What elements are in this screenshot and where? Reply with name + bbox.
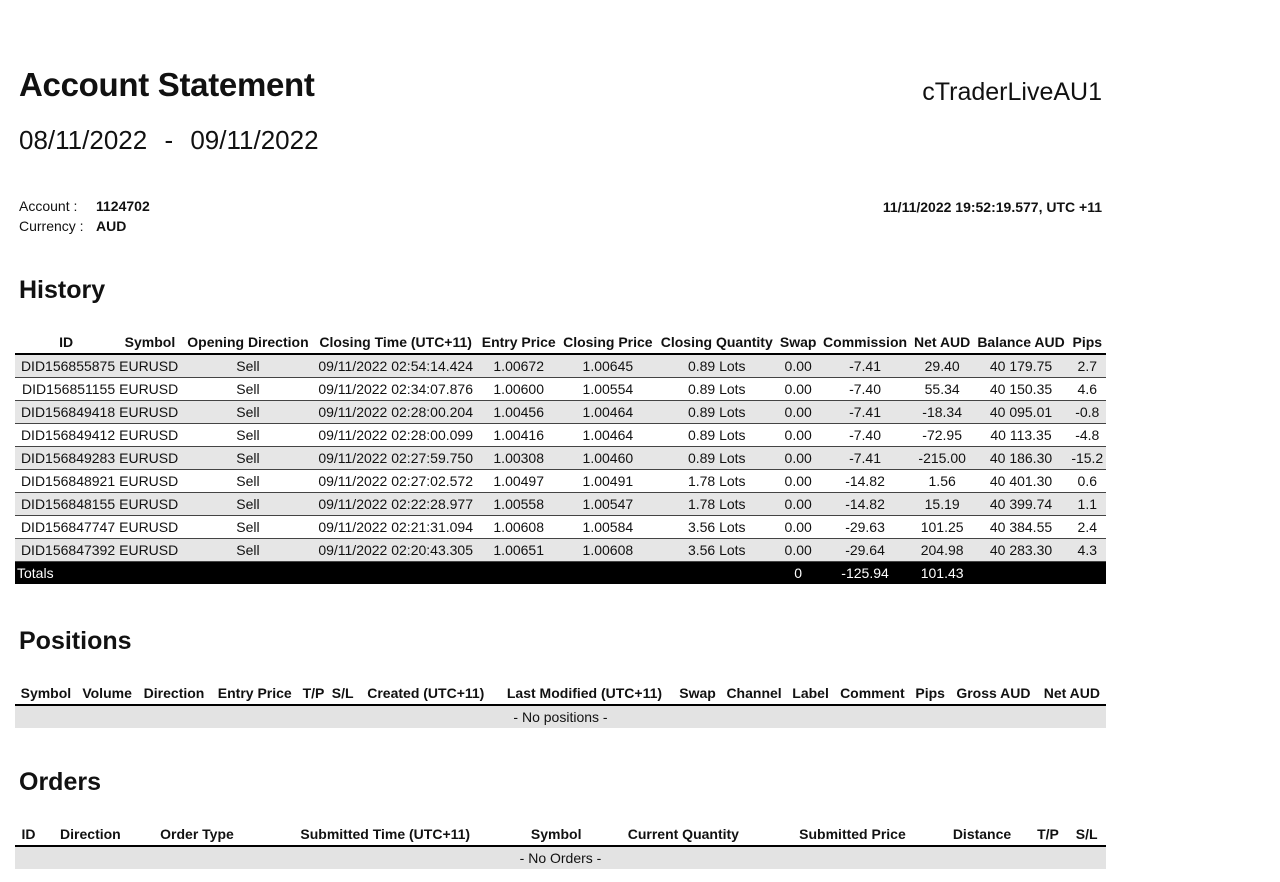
cell-closing-time-utc-11: 09/11/2022 02:34:07.876 <box>313 378 478 401</box>
cell-closing-quantity: 0.89 Lots <box>656 354 777 378</box>
totals-blank-cell <box>117 562 183 585</box>
cell-opening-direction: Sell <box>183 539 313 562</box>
cell-swap: 0.00 <box>777 493 819 516</box>
table-row <box>15 378 1106 401</box>
table-row <box>15 516 1106 539</box>
date-range <box>19 125 319 156</box>
positions-empty-row <box>15 705 1106 728</box>
orders-table <box>15 823 1106 869</box>
cell-pips: 0.6 <box>1069 470 1106 493</box>
cell-symbol: EURUSD <box>117 447 183 470</box>
history-col-id: ID <box>15 331 117 354</box>
history-col-pips: Pips <box>1069 331 1106 354</box>
account-value: 1124702 <box>96 198 150 214</box>
positions-col-label: Label <box>788 682 834 705</box>
history-col-closing-price: Closing Price <box>559 331 656 354</box>
generated-timestamp: 11/11/2022 19:52:19.577, UTC +11 <box>882 199 1102 215</box>
cell-net-aud: 55.34 <box>911 378 974 401</box>
cell-opening-direction: Sell <box>183 493 313 516</box>
cell-pips: -15.2 <box>1069 447 1106 470</box>
cell-closing-quantity: 3.56 Lots <box>656 516 777 539</box>
cell-closing-time-utc-11: 09/11/2022 02:27:02.572 <box>313 470 478 493</box>
totals-blank-cell <box>313 562 478 585</box>
cell-closing-quantity: 3.56 Lots <box>656 539 777 562</box>
positions-col-symbol: Symbol <box>15 682 77 705</box>
positions-col-pips: Pips <box>911 682 949 705</box>
positions-col-volume: Volume <box>77 682 138 705</box>
positions-col-direction: Direction <box>137 682 210 705</box>
cell-net-aud: 1.56 <box>911 470 974 493</box>
cell-closing-price: 1.00464 <box>559 401 656 424</box>
cell-swap: 0.00 <box>777 378 819 401</box>
cell-commission: -7.41 <box>819 447 911 470</box>
cell-balance-aud: 40 283.30 <box>973 539 1068 562</box>
cell-id: DID156848921 <box>15 470 117 493</box>
history-body <box>15 354 1106 584</box>
history-col-closing-time-utc-11: Closing Time (UTC+11) <box>313 331 478 354</box>
cell-id: DID156849412 <box>15 424 117 447</box>
orders-col-s-l: S/L <box>1067 823 1106 846</box>
totals-blank-cell <box>656 562 777 585</box>
cell-balance-aud: 40 150.35 <box>973 378 1068 401</box>
cell-entry-price: 1.00608 <box>478 516 559 539</box>
cell-balance-aud: 40 401.30 <box>973 470 1068 493</box>
positions-col-t-p: T/P <box>299 682 328 705</box>
cell-pips: 4.3 <box>1069 539 1106 562</box>
cell-entry-price: 1.00672 <box>478 354 559 378</box>
cell-commission: -14.82 <box>819 493 911 516</box>
cell-closing-quantity: 1.78 Lots <box>656 470 777 493</box>
cell-closing-quantity: 0.89 Lots <box>656 447 777 470</box>
cell-closing-price: 1.00491 <box>559 470 656 493</box>
account-label: Account : <box>19 198 78 214</box>
table-row <box>15 493 1106 516</box>
cell-symbol: EURUSD <box>117 539 183 562</box>
currency-label: Currency : <box>19 218 84 234</box>
totals-swap: 0 <box>777 562 819 585</box>
positions-col-net-aud: Net AUD <box>1038 682 1106 705</box>
cell-closing-price: 1.00547 <box>559 493 656 516</box>
cell-net-aud: -72.95 <box>911 424 974 447</box>
cell-closing-time-utc-11: 09/11/2022 02:54:14.424 <box>313 354 478 378</box>
cell-opening-direction: Sell <box>183 447 313 470</box>
positions-empty-message: - No positions - <box>15 705 1106 728</box>
cell-entry-price: 1.00456 <box>478 401 559 424</box>
orders-col-current-quantity: Current Quantity <box>597 823 770 846</box>
cell-entry-price: 1.00497 <box>478 470 559 493</box>
totals-label: Totals <box>15 562 117 585</box>
cell-symbol: EURUSD <box>117 470 183 493</box>
cell-symbol: EURUSD <box>117 516 183 539</box>
cell-closing-time-utc-11: 09/11/2022 02:28:00.204 <box>313 401 478 424</box>
cell-entry-price: 1.00416 <box>478 424 559 447</box>
history-table <box>15 331 1106 584</box>
cell-swap: 0.00 <box>777 354 819 378</box>
orders-heading: Orders <box>19 768 101 796</box>
cell-balance-aud: 40 095.01 <box>973 401 1068 424</box>
positions-col-swap: Swap <box>675 682 721 705</box>
positions-col-created-utc-11: Created (UTC+11) <box>357 682 494 705</box>
positions-col-channel: Channel <box>721 682 788 705</box>
totals-blank-cell <box>559 562 656 585</box>
totals-net: 101.43 <box>911 562 974 585</box>
history-heading: History <box>19 276 106 304</box>
cell-closing-quantity: 0.89 Lots <box>656 378 777 401</box>
cell-opening-direction: Sell <box>183 378 313 401</box>
history-col-opening-direction: Opening Direction <box>183 331 313 354</box>
totals-row <box>15 562 1106 585</box>
cell-net-aud: 101.25 <box>911 516 974 539</box>
orders-col-order-type: Order Type <box>139 823 255 846</box>
cell-pips: 4.6 <box>1069 378 1106 401</box>
orders-col-submitted-time-utc-11: Submitted Time (UTC+11) <box>255 823 515 846</box>
cell-id: DID156847747 <box>15 516 117 539</box>
cell-opening-direction: Sell <box>183 424 313 447</box>
cell-commission: -29.64 <box>819 539 911 562</box>
cell-id: DID156847392 <box>15 539 117 562</box>
cell-balance-aud: 40 384.55 <box>973 516 1068 539</box>
orders-col-symbol: Symbol <box>515 823 597 846</box>
table-row <box>15 447 1106 470</box>
cell-id: DID156849418 <box>15 401 117 424</box>
cell-entry-price: 1.00651 <box>478 539 559 562</box>
positions-col-s-l: S/L <box>328 682 357 705</box>
cell-closing-price: 1.00645 <box>559 354 656 378</box>
history-col-balance-aud: Balance AUD <box>973 331 1068 354</box>
cell-pips: 1.1 <box>1069 493 1106 516</box>
orders-col-id: ID <box>15 823 42 846</box>
positions-col-last-modified-utc-11: Last Modified (UTC+11) <box>494 682 674 705</box>
date-from: 08/11/2022 <box>19 125 148 155</box>
cell-entry-price: 1.00308 <box>478 447 559 470</box>
cell-closing-price: 1.00554 <box>559 378 656 401</box>
cell-closing-quantity: 0.89 Lots <box>656 401 777 424</box>
cell-opening-direction: Sell <box>183 401 313 424</box>
history-col-closing-quantity: Closing Quantity <box>656 331 777 354</box>
cell-closing-time-utc-11: 09/11/2022 02:28:00.099 <box>313 424 478 447</box>
account-row <box>19 198 150 214</box>
cell-symbol: EURUSD <box>117 401 183 424</box>
cell-symbol: EURUSD <box>117 424 183 447</box>
cell-swap: 0.00 <box>777 516 819 539</box>
cell-closing-price: 1.00584 <box>559 516 656 539</box>
history-col-entry-price: Entry Price <box>478 331 559 354</box>
cell-balance-aud: 40 179.75 <box>973 354 1068 378</box>
cell-swap: 0.00 <box>777 470 819 493</box>
cell-symbol: EURUSD <box>117 493 183 516</box>
cell-closing-time-utc-11: 09/11/2022 02:20:43.305 <box>313 539 478 562</box>
totals-blank-cell <box>1069 562 1106 585</box>
date-separator: - <box>164 125 174 155</box>
orders-col-direction: Direction <box>42 823 139 846</box>
page-title: Account Statement <box>19 66 315 103</box>
cell-closing-time-utc-11: 09/11/2022 02:22:28.977 <box>313 493 478 516</box>
cell-net-aud: 15.19 <box>911 493 974 516</box>
cell-pips: -0.8 <box>1069 401 1106 424</box>
positions-col-gross-aud: Gross AUD <box>949 682 1038 705</box>
orders-empty-message: - No Orders - <box>15 846 1106 869</box>
history-col-swap: Swap <box>777 331 819 354</box>
cell-commission: -7.41 <box>819 354 911 378</box>
cell-pips: 2.4 <box>1069 516 1106 539</box>
table-row <box>15 539 1106 562</box>
cell-balance-aud: 40 186.30 <box>973 447 1068 470</box>
totals-blank-cell <box>973 562 1068 585</box>
cell-id: DID156855875 <box>15 354 117 378</box>
history-header-row <box>15 331 1106 354</box>
table-row <box>15 354 1106 378</box>
cell-closing-price: 1.00460 <box>559 447 656 470</box>
date-to: 09/11/2022 <box>190 125 319 155</box>
cell-pips: -4.8 <box>1069 424 1106 447</box>
table-row <box>15 401 1106 424</box>
positions-col-comment: Comment <box>834 682 912 705</box>
positions-header-row <box>15 682 1106 705</box>
cell-net-aud: -215.00 <box>911 447 974 470</box>
cell-entry-price: 1.00600 <box>478 378 559 401</box>
orders-empty-row <box>15 846 1106 869</box>
cell-net-aud: 204.98 <box>911 539 974 562</box>
cell-symbol: EURUSD <box>117 378 183 401</box>
table-row <box>15 470 1106 493</box>
cell-balance-aud: 40 113.35 <box>973 424 1068 447</box>
cell-entry-price: 1.00558 <box>478 493 559 516</box>
cell-closing-time-utc-11: 09/11/2022 02:21:31.094 <box>313 516 478 539</box>
cell-id: DID156848155 <box>15 493 117 516</box>
table-row <box>15 424 1106 447</box>
cell-closing-quantity: 0.89 Lots <box>656 424 777 447</box>
cell-closing-price: 1.00608 <box>559 539 656 562</box>
cell-closing-price: 1.00464 <box>559 424 656 447</box>
server-name: cTraderLiveAU1 <box>922 78 1102 106</box>
cell-closing-quantity: 1.78 Lots <box>656 493 777 516</box>
cell-net-aud: -18.34 <box>911 401 974 424</box>
cell-commission: -7.40 <box>819 424 911 447</box>
cell-commission: -29.63 <box>819 516 911 539</box>
cell-balance-aud: 40 399.74 <box>973 493 1068 516</box>
cell-commission: -7.41 <box>819 401 911 424</box>
cell-swap: 0.00 <box>777 401 819 424</box>
totals-blank-cell <box>183 562 313 585</box>
totals-blank-cell <box>478 562 559 585</box>
cell-net-aud: 29.40 <box>911 354 974 378</box>
cell-swap: 0.00 <box>777 539 819 562</box>
cell-id: DID156849283 <box>15 447 117 470</box>
currency-row <box>19 218 126 234</box>
cell-commission: -7.40 <box>819 378 911 401</box>
positions-heading: Positions <box>19 627 132 655</box>
cell-swap: 0.00 <box>777 447 819 470</box>
cell-opening-direction: Sell <box>183 354 313 378</box>
cell-commission: -14.82 <box>819 470 911 493</box>
orders-col-t-p: T/P <box>1029 823 1068 846</box>
orders-header-row <box>15 823 1106 846</box>
cell-pips: 2.7 <box>1069 354 1106 378</box>
currency-value: AUD <box>96 218 127 234</box>
cell-symbol: EURUSD <box>117 354 183 378</box>
history-col-symbol: Symbol <box>117 331 183 354</box>
totals-commission: -125.94 <box>819 562 911 585</box>
history-col-commission: Commission <box>819 331 911 354</box>
cell-opening-direction: Sell <box>183 470 313 493</box>
orders-col-submitted-price: Submitted Price <box>770 823 936 846</box>
history-col-net-aud: Net AUD <box>911 331 974 354</box>
cell-closing-time-utc-11: 09/11/2022 02:27:59.750 <box>313 447 478 470</box>
cell-swap: 0.00 <box>777 424 819 447</box>
orders-col-distance: Distance <box>935 823 1028 846</box>
positions-col-entry-price: Entry Price <box>211 682 299 705</box>
positions-table <box>15 682 1106 728</box>
cell-opening-direction: Sell <box>183 516 313 539</box>
cell-id: DID156851155 <box>15 378 117 401</box>
